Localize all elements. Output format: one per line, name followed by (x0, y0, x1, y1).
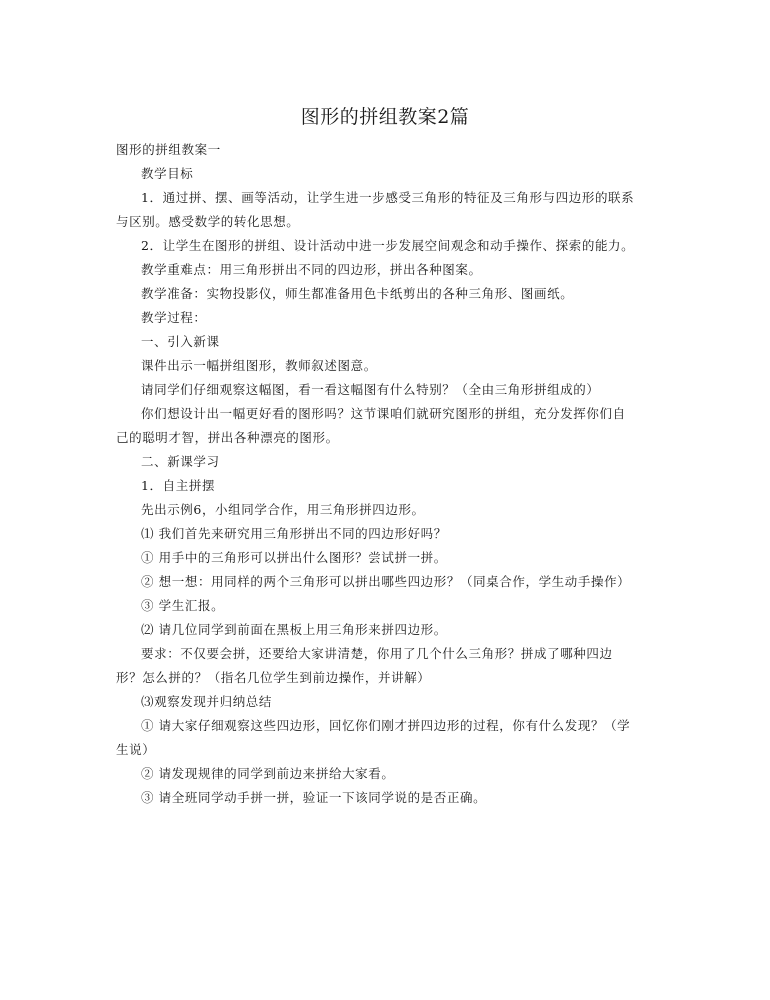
paragraph-line: 生说） (116, 742, 156, 757)
paragraph-line: 教学目标 (141, 166, 194, 181)
paragraph-line: 教学过程： (141, 310, 207, 325)
paragraph-line: ① 用手中的三角形可以拼出什么图形？尝试拼一拼。 (141, 550, 447, 565)
paragraph-line: ③ 学生汇报。 (141, 598, 225, 613)
paragraph-line: 己的聪明才智，拼出各种漂亮的图形。 (116, 430, 339, 445)
paragraph-line: 二、新课学习 (141, 454, 220, 469)
paragraph-line: 图形的拼组教案一 (116, 142, 221, 157)
paragraph-line: ② 请发现规律的同学到前边来拼给大家看。 (141, 766, 395, 781)
paragraph-line: 形？怎么拼的？（指名几位学生到前边操作，并讲解） (116, 670, 431, 685)
paragraph-line: ⑵ 请几位同学到前面在黑板上用三角形来拼四边形。 (141, 622, 447, 637)
paragraph-line: ② 想一想：用同样的两个三角形可以拼出哪些四边形？（同桌合作，学生动手操作） (141, 574, 631, 589)
paragraph-line: ⑴ 我们首先来研究用三角形拼出不同的四边形好吗？ (141, 526, 447, 541)
paragraph-line: 教学准备：实物投影仪，师生都准备用色卡纸剪出的各种三角形、图画纸。 (141, 286, 574, 301)
paragraph-line: 课件出示一幅拼组图形，教师叙述图意。 (141, 358, 377, 373)
paragraph-line: 1．自主拼摆 (141, 478, 216, 493)
document-body (116, 138, 661, 810)
paragraph-line: 先出示例6，小组同学合作，用三角形拼四边形。 (141, 502, 425, 517)
paragraph-line: 与区别。感受数学的转化思想。 (116, 214, 300, 229)
paragraph-line: ① 请大家仔细观察这些四边形，回忆你们刚才拼四边形的过程，你有什么发现？（学 (141, 718, 631, 733)
paragraph-line: ③ 请全班同学动手拼一拼，验证一下该同学说的是否正确。 (141, 790, 487, 805)
paragraph-line: 请同学们仔细观察这幅图，看一看这幅图有什么特别？（全由三角形拼组成的） (141, 382, 600, 397)
paragraph-line: 要求：不仅要会拼，还要给大家讲清楚，你用了几个什么三角形？拼成了哪种四边 (141, 646, 613, 661)
paragraph-line: 教学重难点：用三角形拼出不同的四边形，拼出各种图案。 (141, 262, 482, 277)
paragraph-line: 一、引入新课 (141, 334, 220, 349)
paragraph-line: ⑶观察发现并归纳总结 (141, 694, 273, 709)
document-title: 图形的拼组教案2篇 (300, 106, 470, 128)
paragraph-line: 2．让学生在图形的拼组、设计活动中进一步发展空间观念和动手操作、探索的能力。 (141, 238, 635, 253)
paragraph-line: 你们想设计出一幅更好看的图形吗？这节课咱们就研究图形的拼组，充分发挥你们自 (141, 406, 626, 421)
paragraph-line: 1．通过拼、摆、画等活动，让学生进一步感受三角形的特征及三角形与四边形的联系 (141, 190, 635, 205)
